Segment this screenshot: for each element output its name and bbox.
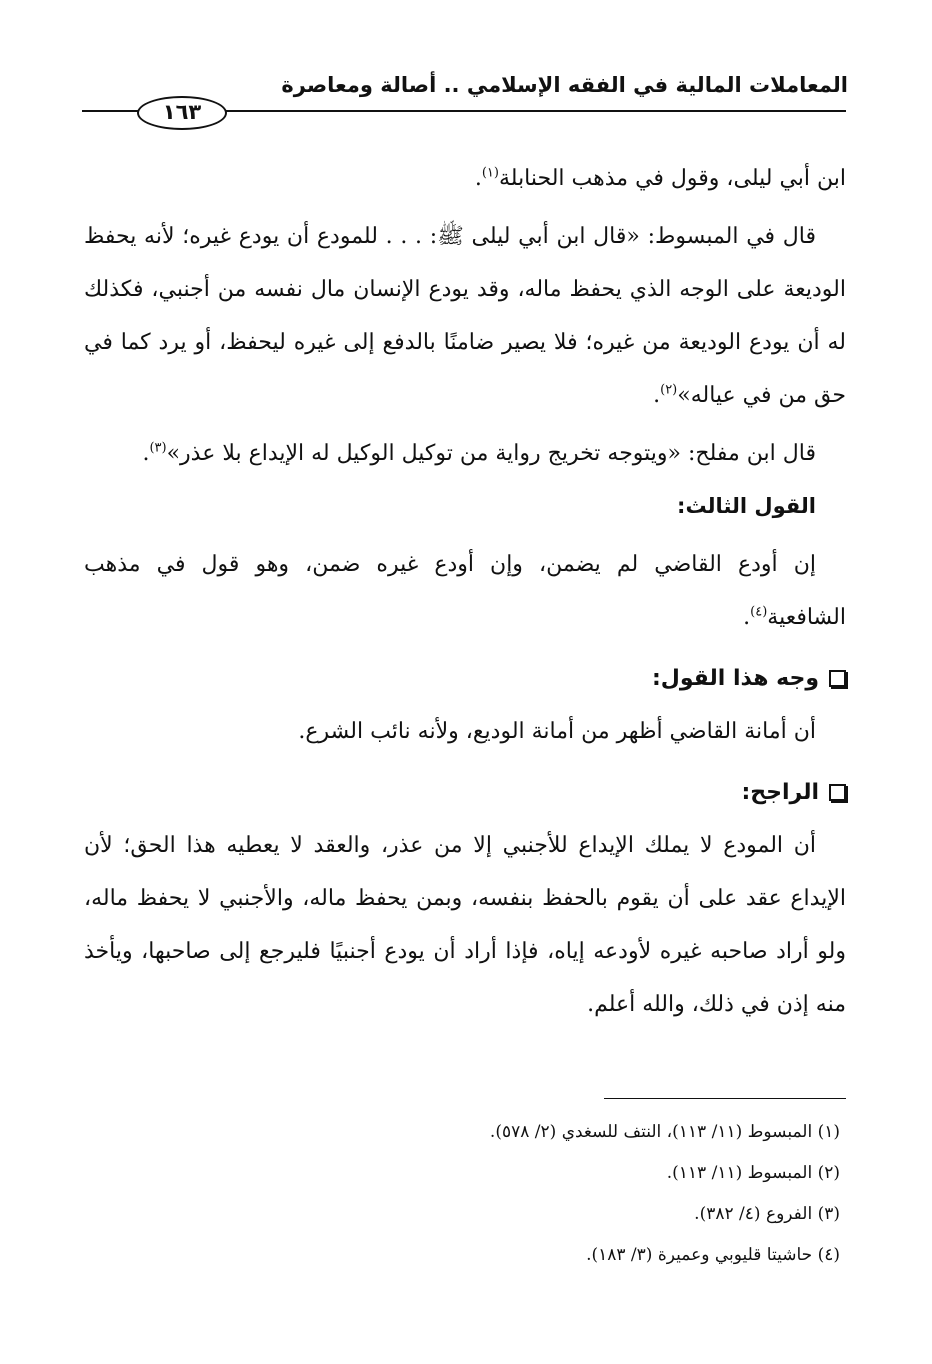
footnote-ref-3[interactable]: (٣) xyxy=(149,440,167,456)
third-opinion-heading: القول الثالث: xyxy=(677,494,816,518)
reasoning-heading xyxy=(84,652,846,705)
footnotes xyxy=(240,1112,840,1276)
reasoning-heading-label: وجه هذا القول: xyxy=(651,666,819,691)
paragraph-4 xyxy=(84,538,846,644)
main-text xyxy=(84,152,846,1031)
paragraph-1 xyxy=(84,152,846,205)
paragraph-4-end: . xyxy=(743,605,751,630)
square-icon xyxy=(829,670,846,687)
footnote-4: (٤) حاشيتا قليوبي وعميرة (٣/ ١٨٣). xyxy=(586,1245,840,1265)
preferred-heading xyxy=(84,766,846,819)
footnote-ref-1[interactable]: (١) xyxy=(481,165,499,181)
paragraph-5: أن أمانة القاضي أظهر من أمانة الوديع، ولأنه نائب الشرع. xyxy=(298,719,816,744)
paragraph-3-text: قال ابن مفلح: «ويتوجه تخريج رواية من توكيل الوكيل له الإيداع بلا عذر» xyxy=(166,441,816,466)
footnote-1: (١) المبسوط (١١/ ١١٣)، النتف للسغدي (٢/ ٥٧٨). xyxy=(489,1122,840,1142)
paragraph-2 xyxy=(84,210,846,422)
square-icon xyxy=(829,784,846,801)
paragraph-1-end: . xyxy=(474,166,482,191)
paragraph-2-end: . xyxy=(653,383,661,408)
footnote-ref-4[interactable]: (٤) xyxy=(750,604,768,620)
paragraph-4-text: إن أودع القاضي لم يضمن، وإن أودع غيره ضمن، وهو قول في مذهب الشافعية xyxy=(84,552,846,630)
page-number-badge: ١٦٣ xyxy=(137,96,227,130)
paragraph-6: أن المودع لا يملك الإيداع للأجنبي إلا من عذر، والعقد لا يعطيه هذا الحق؛ لأن الإيداع عقد على أن يقوم بالحفظ بنفسه، وبمن يحفظ ماله، والأجنبي لا يحفظ ماله، ولو أراد صاحبه غيره لأودعه إياه، فإذا أراد أن يودع أجنبيًا فليرجع إلى صاحبها، ويأخذ منه إذن في ذلك، والله أعلم. xyxy=(84,833,846,1017)
preferred-heading-label: الراجح: xyxy=(741,780,819,805)
footnote-ref-2[interactable]: (٢) xyxy=(660,382,678,398)
footnote-divider xyxy=(604,1098,846,1099)
footnote-2: (٢) المبسوط (١١/ ١١٣). xyxy=(666,1163,840,1183)
paragraph-3-end: . xyxy=(142,441,150,466)
paragraph-2-text: قال في المبسوط: «قال ابن أبي ليلى ﷺ: . . . للمودع أن يودع غيره؛ لأنه يحفظ الوديعة على الوجه الذي يحفظ ماله، وقد يودع الإنسان مال نفسه من أجنبي، فكذلك له أن يودع الوديعة من غيره؛ فلا يصير ضامنًا بالدفع إلى غيره ليحفظ، أو يرد كما في حق من في عياله» xyxy=(84,224,846,408)
running-header-title: المعاملات المالية في الفقه الإسلامي .. أصالة ومعاصرة xyxy=(281,73,848,97)
paragraph-1-text: ابن أبي ليلى، وقول في مذهب الحنابلة xyxy=(498,166,846,191)
paragraph-3 xyxy=(84,427,846,480)
footnote-3: (٣) الفروع (٤/ ٣٨٢). xyxy=(694,1204,840,1224)
